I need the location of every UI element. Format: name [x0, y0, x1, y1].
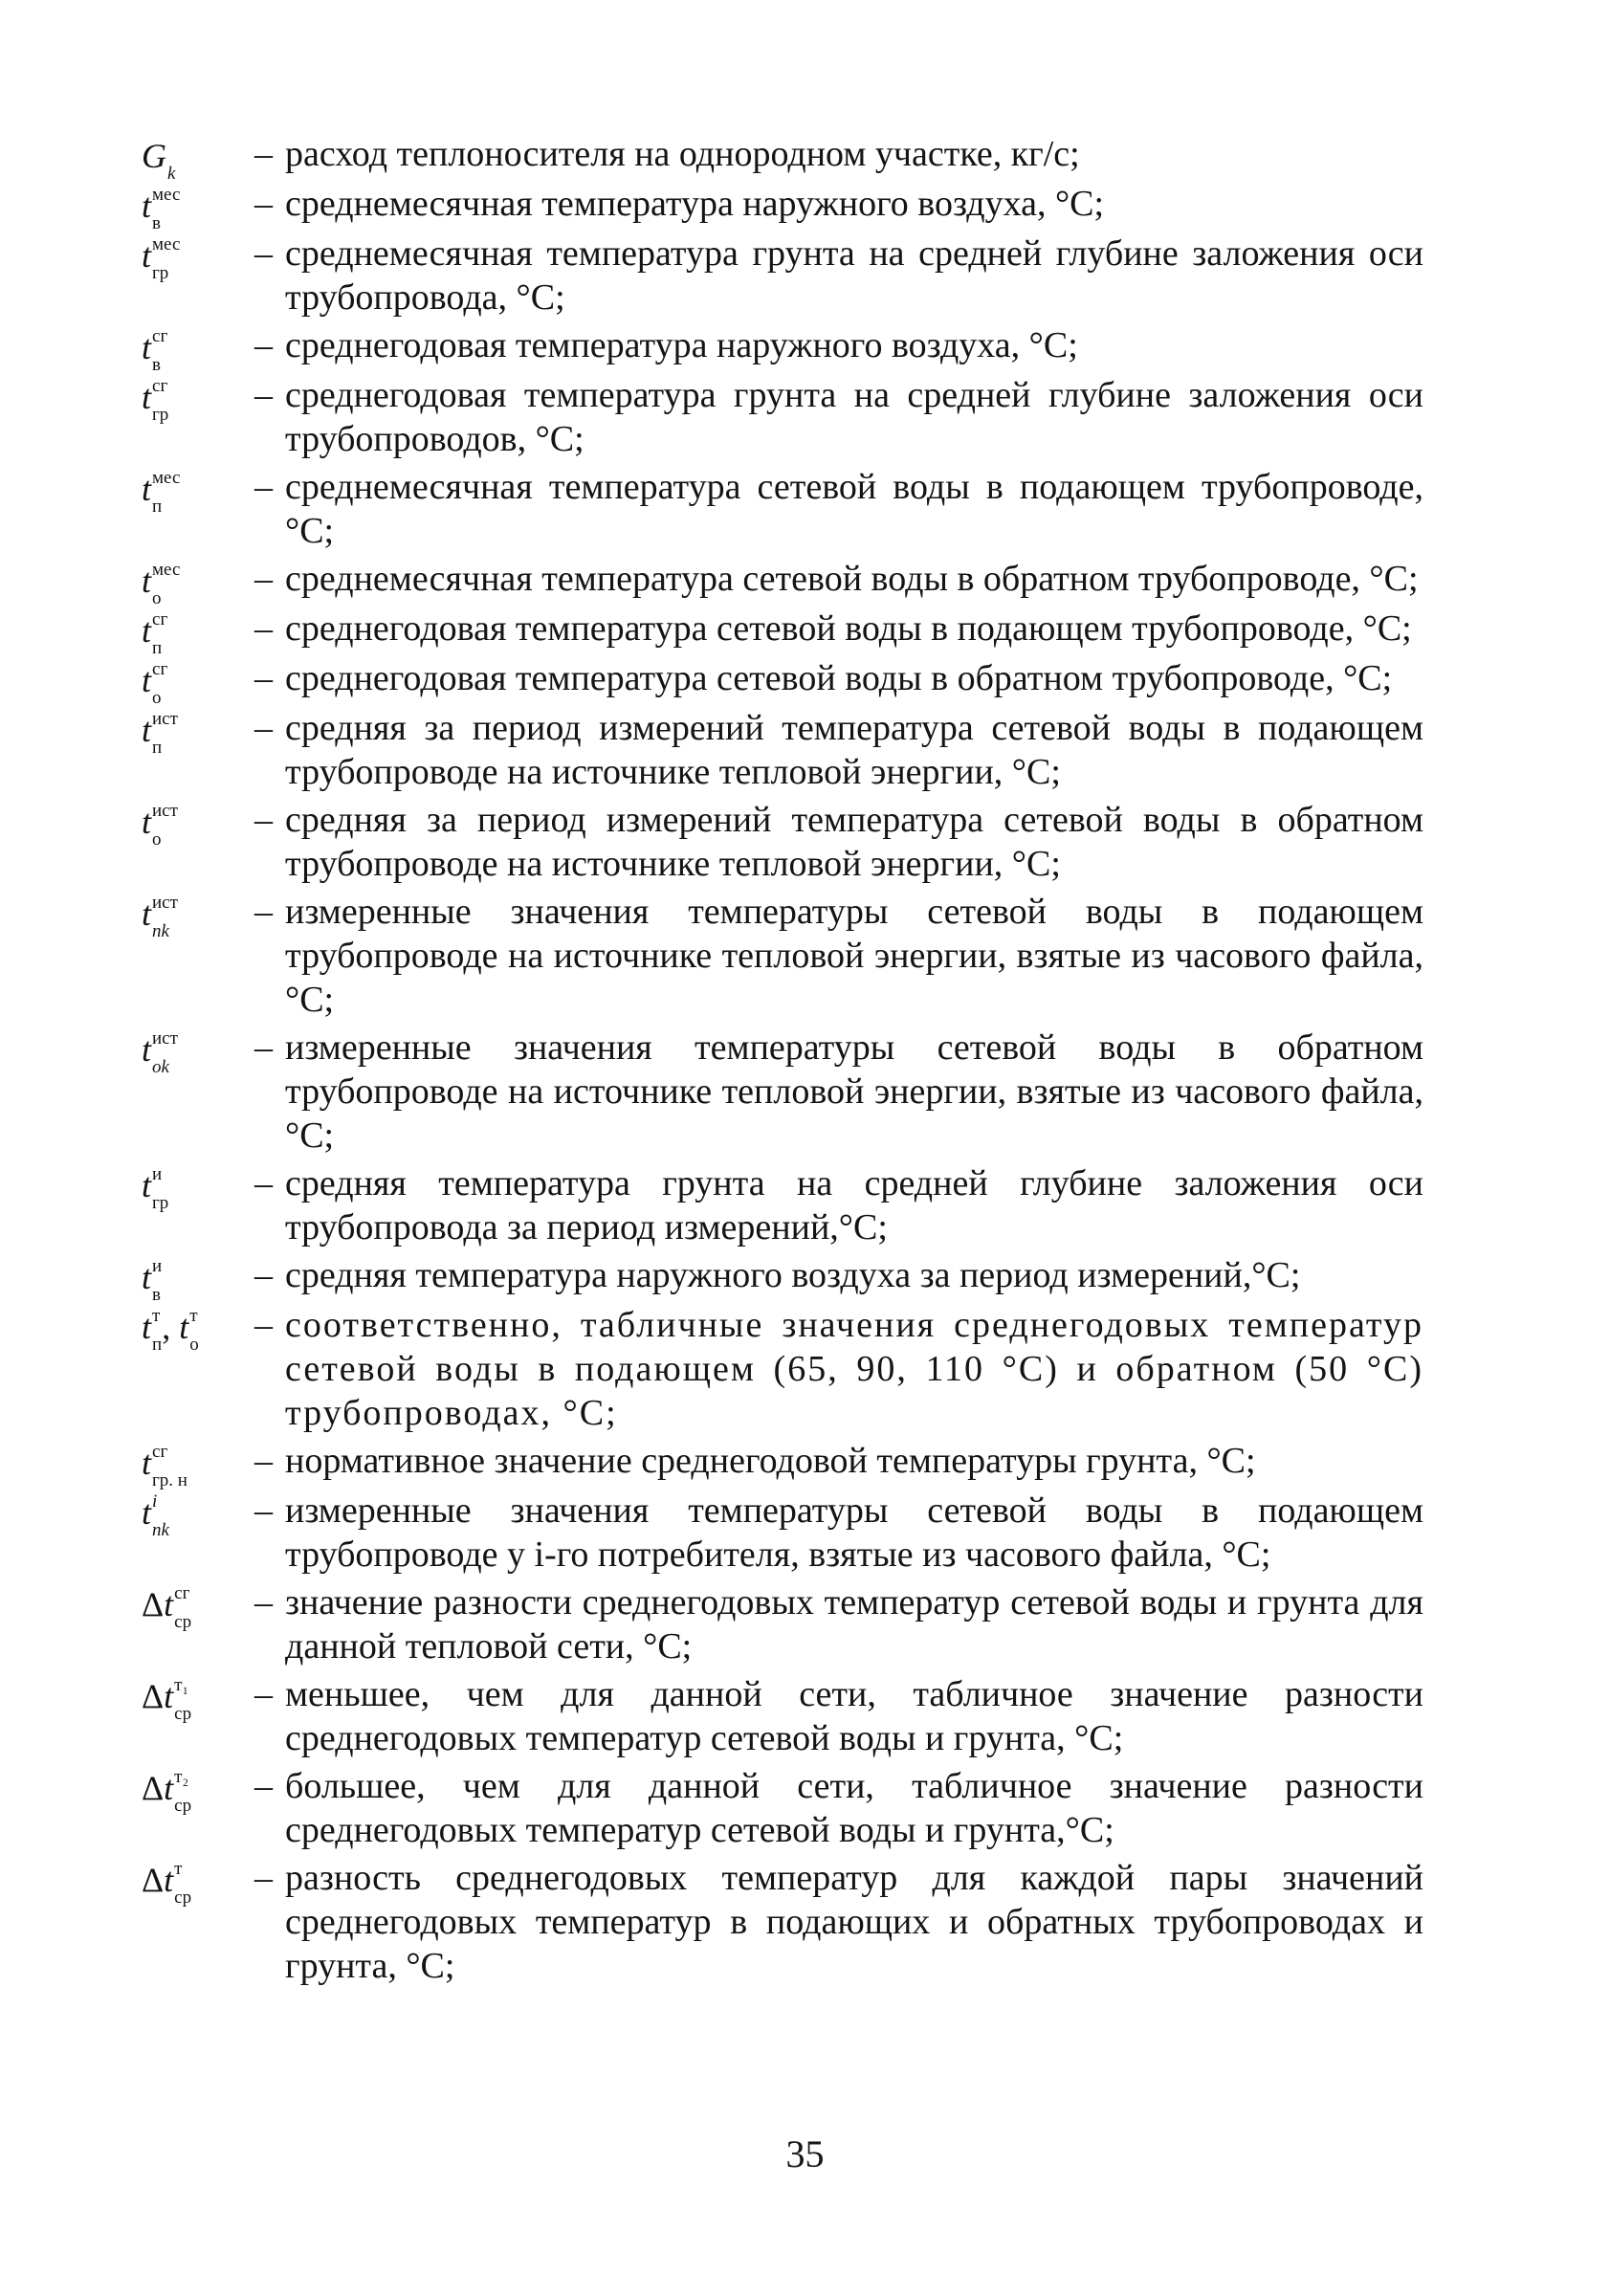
definition-text: среднегодовая температура сетевой воды в подающем трубопроводе, °С;: [285, 608, 1412, 649]
dash: –: [254, 134, 273, 174]
definition-row: [142, 1253, 1423, 1305]
definition-text: среднегодовая температура грунта на средней глубине заложения оси трубопроводов, °С;: [285, 375, 1423, 459]
definition-row: [142, 182, 1423, 233]
definition-text: среднегодовая температура сетевой воды в обратном трубопроводе, °С;: [285, 658, 1393, 698]
definition-text: средняя температура наружного воздуха за период измерений,°С;: [285, 1255, 1301, 1295]
definition-text: среднемесячная температура сетевой воды в обратном трубопроводе, °С;: [285, 559, 1419, 599]
definition-text: измеренные значения температуры сетевой воды в подающем трубопроводе на источнике тепловой энергии, взятые из часового файла, °С;: [285, 892, 1423, 1020]
definition-row: [142, 656, 1423, 708]
definition-text: среднемесячная температура грунта на средней глубине заложения оси трубопровода, °С;: [285, 233, 1423, 318]
symbol: Δt т₂ ср: [142, 1766, 192, 1816]
definition-row: [142, 232, 1423, 320]
symbol: t ист пk: [142, 892, 178, 941]
definition-row: [142, 1489, 1423, 1577]
dash: –: [254, 1441, 273, 1481]
definition-text: среднегодовая температура наружного воздуха, °С;: [285, 325, 1078, 365]
definition-row: [142, 1580, 1423, 1668]
dash: –: [254, 233, 273, 274]
symbol: t и гр: [142, 1163, 169, 1213]
definition-row: [142, 1439, 1423, 1490]
symbol: G k: [142, 137, 176, 184]
definition-text: средняя за период измерений температура сетевой воды в подающем трубопроводе на источнике тепловой энергии, °С;: [285, 708, 1423, 792]
page-number: 35: [785, 2132, 825, 2175]
dash: –: [254, 1027, 273, 1068]
dash: –: [254, 1674, 273, 1714]
symbol: t мес гр: [142, 233, 181, 283]
definition-row: [142, 1856, 1423, 1988]
definition-row: [142, 323, 1423, 375]
dash: –: [254, 375, 273, 415]
symbol: t сг п: [142, 608, 168, 658]
symbol: t сг гр: [142, 375, 169, 425]
symbol: t ист оk: [142, 1027, 178, 1077]
symbol: t т п , t т о: [142, 1305, 199, 1355]
definition-row: [142, 890, 1423, 1022]
definition-row: [142, 1764, 1423, 1852]
definition-text: измеренные значения температуры сетевой воды в обратном трубопроводе на источнике тепловой энергии, взятые из часового файла, °С;: [285, 1027, 1423, 1156]
dash: –: [254, 608, 273, 649]
definition-text: большее, чем для данной сети, табличное значение разности среднегодовых температур сетевой воды и грунта,°С;: [285, 1766, 1423, 1850]
definition-text: значение разности среднегодовых температур сетевой воды и грунта для данной тепловой сети, °С;: [285, 1582, 1423, 1667]
symbol: t и в: [142, 1255, 163, 1305]
definition-row: [142, 373, 1423, 461]
symbol: Δt т ср: [142, 1858, 192, 1908]
definition-row: [142, 706, 1423, 794]
dash: –: [254, 559, 273, 599]
dash: –: [254, 708, 273, 748]
dash: –: [254, 1582, 273, 1623]
definition-text: расход теплоносителя на однородном участке, кг/с;: [285, 134, 1080, 174]
dash: –: [254, 325, 273, 365]
definition-row: [142, 557, 1423, 608]
dash: –: [254, 1305, 273, 1345]
definition-row: [142, 1672, 1423, 1760]
definitions-list: [142, 132, 1423, 1992]
definition-text: соответственно, табличные значения среднегодовых температур сетевой воды в подающем (65, 90, 110 °С) и обратном (50 °С) трубопроводах, °С;: [285, 1305, 1423, 1433]
dash: –: [254, 184, 273, 224]
definition-row: [142, 798, 1423, 886]
definition-row: [142, 1303, 1423, 1435]
definition-text: нормативное значение среднегодовой температуры грунта, °С;: [285, 1441, 1256, 1481]
definition-row: [142, 132, 1423, 184]
definition-text: разность среднегодовых температур для каждой пары значений среднегодовых температур в подающих и обратных трубопроводах и грунта, °С;: [285, 1858, 1423, 1986]
definition-text: среднемесячная температура сетевой воды в подающем трубопроводе, °С;: [285, 467, 1423, 551]
symbol: Δt сг ср: [142, 1582, 192, 1632]
definition-text: измеренные значения температуры сетевой воды в подающем трубопроводе у i-го потребителя, взятые из часового файла, °С;: [285, 1490, 1423, 1575]
definition-row: [142, 1161, 1423, 1249]
symbol: Δt т₁ ср: [142, 1674, 192, 1724]
dash: –: [254, 892, 273, 932]
definition-row: [142, 465, 1423, 553]
definition-row: [142, 1026, 1423, 1158]
symbol: t сг гр. н: [142, 1441, 187, 1490]
symbol: t мес в: [142, 184, 181, 233]
dash: –: [254, 800, 273, 840]
definition-row: [142, 607, 1423, 658]
dash: –: [254, 467, 273, 507]
definition-text: среднемесячная температура наружного воздуха, °С;: [285, 184, 1105, 224]
symbol: t мес п: [142, 467, 181, 517]
symbol: t i пk: [142, 1490, 169, 1540]
definition-text: средняя за период измерений температура сетевой воды в обратном трубопроводе на источнике тепловой энергии, °С;: [285, 800, 1423, 884]
symbol: t сг о: [142, 658, 168, 708]
definition-text: меньшее, чем для данной сети, табличное значение разности среднегодовых температур сетевой воды и грунта, °С;: [285, 1674, 1423, 1758]
definition-text: средняя температура грунта на средней глубине заложения оси трубопровода за период измерений,°С;: [285, 1163, 1423, 1247]
dash: –: [254, 1766, 273, 1806]
symbol: t мес о: [142, 559, 181, 608]
symbol: t сг в: [142, 325, 168, 375]
dash: –: [254, 1858, 273, 1898]
symbol: t ист п: [142, 708, 178, 758]
symbol: t ист о: [142, 800, 178, 850]
dash: –: [254, 658, 273, 698]
dash: –: [254, 1163, 273, 1203]
dash: –: [254, 1255, 273, 1295]
dash: –: [254, 1490, 273, 1531]
